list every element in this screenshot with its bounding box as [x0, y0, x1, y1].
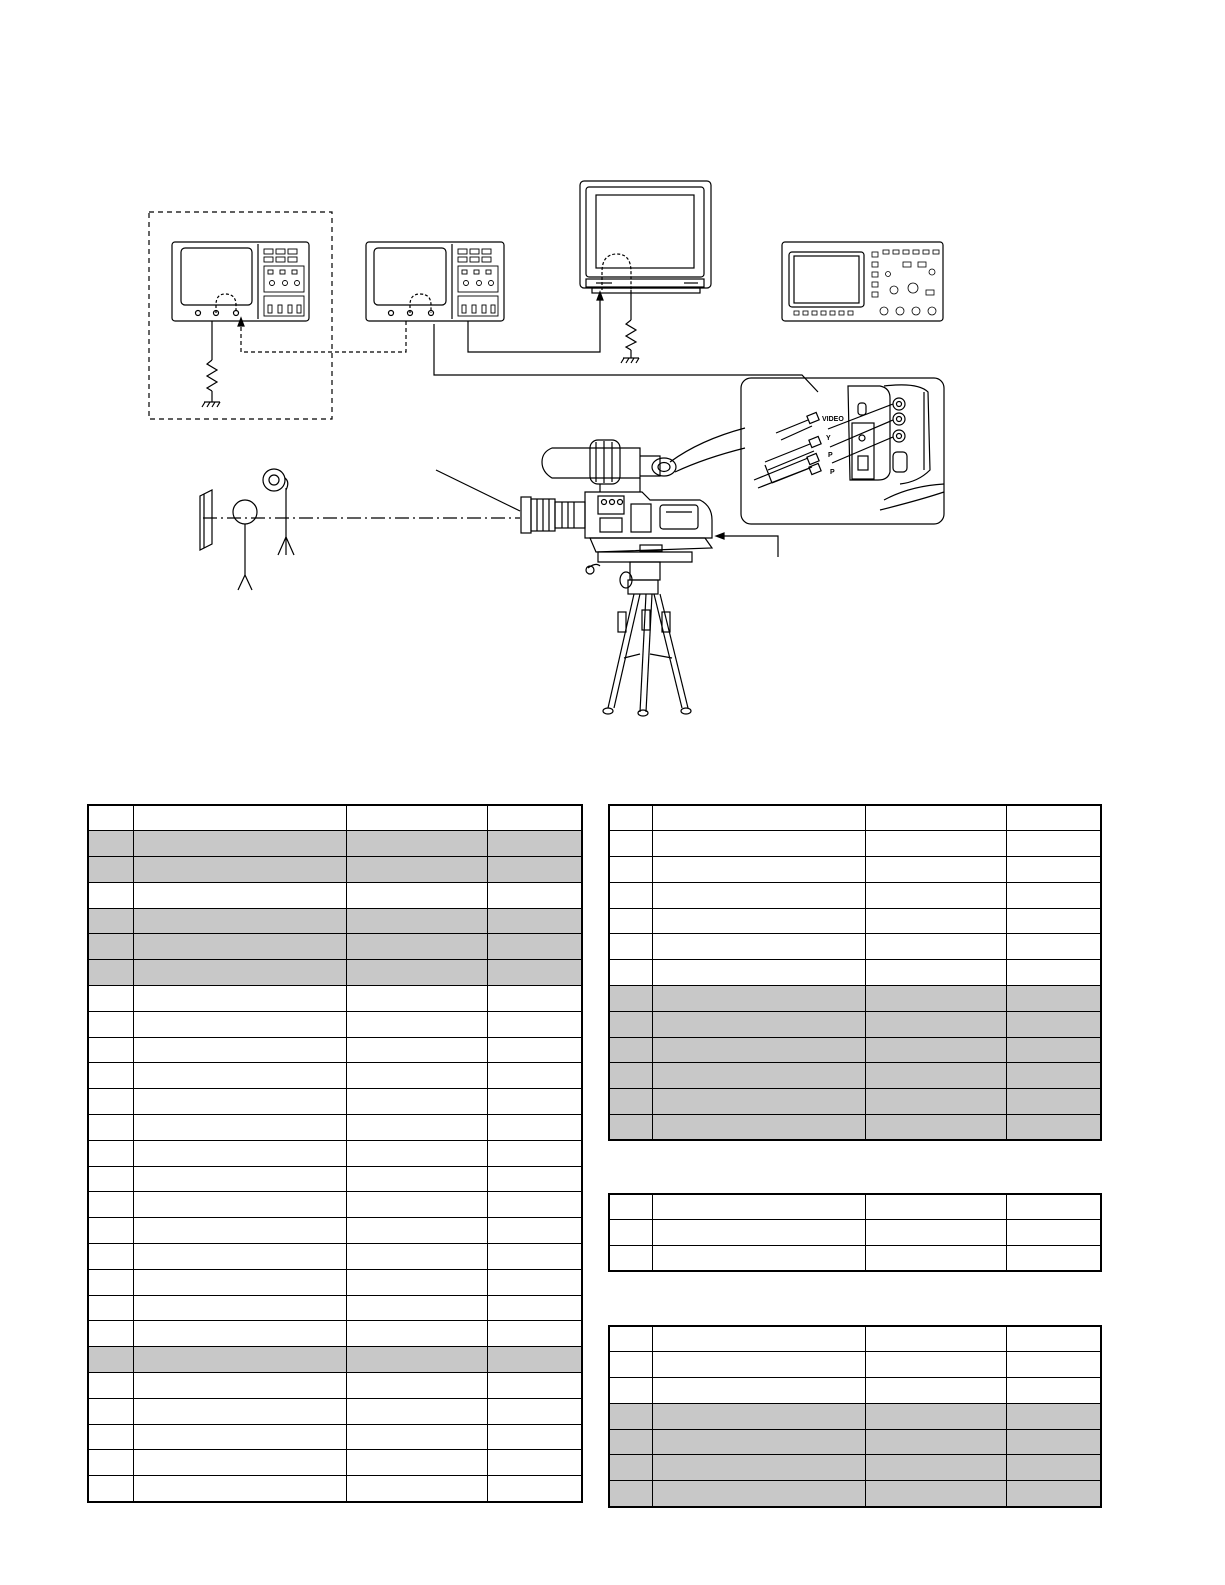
table-row — [609, 934, 1101, 960]
table-row — [88, 1398, 582, 1424]
table-cell — [609, 1220, 652, 1246]
table-cell — [133, 934, 346, 960]
table-row — [88, 934, 582, 960]
table-cell — [652, 1481, 865, 1507]
table-row — [88, 1295, 582, 1321]
table-cell — [346, 1373, 487, 1399]
table-cell — [1006, 1063, 1101, 1089]
table-cell — [487, 1140, 582, 1166]
table-cell — [133, 1347, 346, 1373]
optional-equipment-dashed-box — [149, 212, 332, 419]
table-cell — [133, 960, 346, 986]
table-cell — [487, 1244, 582, 1270]
table-cell — [346, 1321, 487, 1347]
table-cell — [346, 857, 487, 883]
table-row — [88, 831, 582, 857]
table-cell — [133, 1424, 346, 1450]
table-cell — [1006, 831, 1101, 857]
pb-connector-label: P — [828, 452, 833, 459]
right-table-top — [608, 804, 1102, 1141]
table-cell — [865, 1063, 1006, 1089]
table-cell — [652, 1220, 865, 1246]
table-cell — [865, 1089, 1006, 1115]
table-row — [88, 805, 582, 831]
table-cell — [487, 1192, 582, 1218]
table-cell — [865, 986, 1006, 1012]
table-row — [609, 1429, 1101, 1455]
table-cell — [88, 1450, 133, 1476]
table-cell — [346, 1115, 487, 1141]
table-cell — [133, 908, 346, 934]
video-monitor — [580, 181, 711, 293]
table-row — [88, 1476, 582, 1502]
table-cell — [652, 1352, 865, 1378]
table-row — [88, 1373, 582, 1399]
table-cell — [865, 1326, 1006, 1352]
table-cell — [133, 1269, 346, 1295]
table-row — [609, 960, 1101, 986]
table-cell — [346, 1166, 487, 1192]
table-cell — [652, 1246, 865, 1272]
table-row — [88, 1192, 582, 1218]
table-cell — [88, 1166, 133, 1192]
table-cell — [652, 960, 865, 986]
table-cell — [1006, 1115, 1101, 1141]
table-cell — [652, 857, 865, 883]
table-cell — [865, 934, 1006, 960]
table-cell — [1006, 882, 1101, 908]
table-cell — [133, 1037, 346, 1063]
table-cell — [652, 831, 865, 857]
table-cell — [88, 1424, 133, 1450]
table-cell — [88, 1321, 133, 1347]
table-cell — [346, 882, 487, 908]
table-cell — [487, 1269, 582, 1295]
table-cell — [609, 1378, 652, 1404]
left-table — [87, 804, 583, 1503]
pr-connector-label: P — [830, 469, 835, 476]
table-cell — [652, 1429, 865, 1455]
table-cell — [1006, 1455, 1101, 1481]
connection-diagram — [0, 0, 1225, 790]
table-cell — [1006, 1011, 1101, 1037]
table-cell — [609, 1326, 652, 1352]
table-cell — [88, 1244, 133, 1270]
table-row — [88, 1321, 582, 1347]
table-cell — [346, 986, 487, 1012]
table-cell — [133, 1011, 346, 1037]
table-cell — [346, 1089, 487, 1115]
table-cell — [865, 1429, 1006, 1455]
table-cell — [487, 1476, 582, 1502]
table-cell — [1006, 1089, 1101, 1115]
table-cell — [865, 1378, 1006, 1404]
table-cell — [133, 831, 346, 857]
table-cell — [346, 1295, 487, 1321]
table-cell — [652, 805, 865, 831]
table-cell — [133, 1321, 346, 1347]
table-cell — [1006, 1403, 1101, 1429]
table-cell — [652, 908, 865, 934]
termination-resistor-2 — [621, 290, 639, 363]
table-cell — [133, 1398, 346, 1424]
table-cell — [609, 1194, 652, 1220]
table-cell — [346, 1398, 487, 1424]
table-row — [609, 1220, 1101, 1246]
table-cell — [487, 908, 582, 934]
table-cell — [133, 1295, 346, 1321]
table-cell — [88, 1192, 133, 1218]
table-cell — [865, 882, 1006, 908]
table-cell — [487, 1037, 582, 1063]
table-row — [88, 1089, 582, 1115]
table-cell — [1006, 1220, 1101, 1246]
table-row — [88, 1011, 582, 1037]
video-connector-label: VIDEO — [822, 416, 844, 423]
table-cell — [609, 1403, 652, 1429]
table-cell — [652, 986, 865, 1012]
table-row — [609, 1063, 1101, 1089]
table-row — [609, 1326, 1101, 1352]
table-cell — [487, 1321, 582, 1347]
table-cell — [652, 1037, 865, 1063]
table-cell — [652, 1115, 865, 1141]
table-cell — [652, 1194, 865, 1220]
table-cell — [865, 1481, 1006, 1507]
table-cell — [133, 1192, 346, 1218]
table-cell — [88, 1115, 133, 1141]
table-row — [88, 882, 582, 908]
digital-oscilloscope — [782, 242, 943, 321]
table-cell — [1006, 1194, 1101, 1220]
table-cell — [1006, 1481, 1101, 1507]
table-cell — [88, 986, 133, 1012]
table-cell — [487, 1115, 582, 1141]
table-row — [88, 1269, 582, 1295]
table-cell — [1006, 857, 1101, 883]
table-cell — [487, 934, 582, 960]
table-cell — [88, 882, 133, 908]
table-cell — [487, 857, 582, 883]
right-table-middle — [608, 1193, 1102, 1272]
table-cell — [1006, 986, 1101, 1012]
table-row — [88, 1244, 582, 1270]
table-cell — [652, 1403, 865, 1429]
table-cell — [652, 1063, 865, 1089]
table-cell — [865, 1403, 1006, 1429]
table-row — [88, 908, 582, 934]
table-cell — [88, 934, 133, 960]
table-cell — [652, 882, 865, 908]
table-cell — [88, 857, 133, 883]
table-cell — [487, 1450, 582, 1476]
lens-pointer — [436, 470, 520, 511]
table-cell — [609, 1481, 652, 1507]
table-cell — [865, 1011, 1006, 1037]
table-cell — [88, 1140, 133, 1166]
table-row — [609, 1403, 1101, 1429]
subject-figure-rear — [263, 469, 294, 555]
table-cell — [487, 986, 582, 1012]
table-cell — [133, 1373, 346, 1399]
table-cell — [609, 1429, 652, 1455]
table-cell — [487, 831, 582, 857]
table-cell — [487, 1347, 582, 1373]
table-row — [609, 908, 1101, 934]
table-cell — [88, 1011, 133, 1037]
table-cell — [346, 1011, 487, 1037]
table-cell — [865, 805, 1006, 831]
table-row — [609, 831, 1101, 857]
table-row — [88, 1424, 582, 1450]
table-cell — [609, 908, 652, 934]
table-cell — [865, 908, 1006, 934]
table-cell — [133, 882, 346, 908]
table-cell — [487, 882, 582, 908]
table-cell — [88, 831, 133, 857]
oscilloscope-1 — [172, 242, 309, 321]
table-cell — [865, 1220, 1006, 1246]
table-cell — [133, 1244, 346, 1270]
table-cell — [865, 857, 1006, 883]
scope-to-monitor-cable — [468, 298, 600, 352]
table-cell — [609, 934, 652, 960]
table-cell — [609, 882, 652, 908]
table-cell — [652, 934, 865, 960]
table-cell — [346, 1063, 487, 1089]
table-cell — [133, 1218, 346, 1244]
subject-figure-front — [233, 500, 257, 590]
table-cell — [609, 986, 652, 1012]
table-cell — [652, 1326, 865, 1352]
table-cell — [346, 908, 487, 934]
table-cell — [346, 1269, 487, 1295]
table-cell — [88, 908, 133, 934]
table-row — [88, 1140, 582, 1166]
table-row — [609, 1378, 1101, 1404]
table-cell — [609, 1246, 652, 1272]
table-cell — [487, 1398, 582, 1424]
table-cell — [133, 1115, 346, 1141]
table-cell — [609, 1115, 652, 1141]
table-cell — [346, 1450, 487, 1476]
table-cell — [1006, 1326, 1101, 1352]
table-cell — [487, 1063, 582, 1089]
test-chart — [200, 490, 212, 550]
table-cell — [609, 831, 652, 857]
table-cell — [609, 1352, 652, 1378]
table-cell — [1006, 934, 1101, 960]
table-row — [609, 857, 1101, 883]
dashed-signal-link — [241, 321, 406, 352]
table-cell — [1006, 1246, 1101, 1272]
table-row — [609, 1089, 1101, 1115]
table-cell — [652, 1011, 865, 1037]
table-row — [609, 1455, 1101, 1481]
table-row — [88, 1218, 582, 1244]
table-cell — [88, 1398, 133, 1424]
table-row — [609, 1194, 1101, 1220]
table-row — [609, 1115, 1101, 1141]
table-cell — [346, 1218, 487, 1244]
table-cell — [865, 1455, 1006, 1481]
table-cell — [133, 805, 346, 831]
table-cell — [346, 1424, 487, 1450]
table-row — [609, 986, 1101, 1012]
table-cell — [487, 805, 582, 831]
table-cell — [346, 934, 487, 960]
table-cell — [487, 960, 582, 986]
table-cell — [609, 960, 652, 986]
table-row — [88, 1115, 582, 1141]
table-cell — [133, 1476, 346, 1502]
table-row — [609, 1011, 1101, 1037]
table-cell — [88, 1063, 133, 1089]
table-cell — [865, 1115, 1006, 1141]
table-cell — [487, 1218, 582, 1244]
table-cell — [133, 1450, 346, 1476]
table-cell — [652, 1455, 865, 1481]
table-row — [609, 882, 1101, 908]
table-cell — [88, 1037, 133, 1063]
table-cell — [1006, 1429, 1101, 1455]
table-cell — [487, 1011, 582, 1037]
table-row — [609, 1481, 1101, 1507]
connector-panel-inset — [741, 378, 944, 524]
table-cell — [133, 986, 346, 1012]
table-cell — [346, 1476, 487, 1502]
table-cell — [346, 1192, 487, 1218]
table-cell — [133, 1063, 346, 1089]
table-cell — [346, 805, 487, 831]
table-cell — [1006, 1352, 1101, 1378]
table-cell — [609, 1063, 652, 1089]
table-cell — [346, 960, 487, 986]
table-row — [88, 986, 582, 1012]
table-cell — [609, 857, 652, 883]
table-cell — [487, 1166, 582, 1192]
table-cell — [609, 1089, 652, 1115]
table-cell — [865, 1194, 1006, 1220]
table-cell — [88, 1218, 133, 1244]
table-cell — [133, 1089, 346, 1115]
table-cell — [609, 1455, 652, 1481]
table-cell — [88, 1476, 133, 1502]
table-cell — [346, 1037, 487, 1063]
table-cell — [1006, 1037, 1101, 1063]
table-cell — [346, 1244, 487, 1270]
table-cell — [88, 1373, 133, 1399]
table-cell — [865, 1246, 1006, 1272]
table-cell — [652, 1089, 865, 1115]
table-cell — [609, 1037, 652, 1063]
table-row — [609, 1352, 1101, 1378]
table-cell — [88, 1295, 133, 1321]
table-cell — [865, 960, 1006, 986]
y-connector-label: Y — [826, 435, 831, 442]
table-cell — [487, 1424, 582, 1450]
table-cell — [487, 1373, 582, 1399]
table-cell — [609, 1011, 652, 1037]
camcorder — [521, 440, 712, 716]
table-cell — [865, 1037, 1006, 1063]
table-cell — [487, 1089, 582, 1115]
table-cell — [133, 1166, 346, 1192]
table-row — [609, 1037, 1101, 1063]
table-cell — [1006, 960, 1101, 986]
table-cell — [346, 1140, 487, 1166]
table-cell — [133, 857, 346, 883]
right-table-bottom — [608, 1325, 1102, 1508]
table-cell — [133, 1140, 346, 1166]
table-cell — [346, 831, 487, 857]
oscilloscope-2 — [366, 242, 504, 321]
table-row — [88, 1347, 582, 1373]
tripod-pointer — [722, 536, 778, 557]
table-row — [88, 1063, 582, 1089]
table-cell — [652, 1378, 865, 1404]
table-cell — [1006, 1378, 1101, 1404]
termination-resistor-1 — [202, 321, 220, 407]
table-cell — [346, 1347, 487, 1373]
table-cell — [88, 1347, 133, 1373]
table-row — [88, 1166, 582, 1192]
inset-callout — [670, 428, 745, 472]
table-cell — [1006, 908, 1101, 934]
table-row — [609, 1246, 1101, 1272]
table-cell — [865, 1352, 1006, 1378]
table-row — [88, 1037, 582, 1063]
table-cell — [88, 1089, 133, 1115]
table-row — [609, 805, 1101, 831]
table-cell — [1006, 805, 1101, 831]
table-row — [88, 960, 582, 986]
table-cell — [865, 831, 1006, 857]
table-row — [88, 857, 582, 883]
table-cell — [88, 960, 133, 986]
table-cell — [487, 1295, 582, 1321]
table-row — [88, 1450, 582, 1476]
table-cell — [609, 805, 652, 831]
table-cell — [88, 1269, 133, 1295]
table-cell — [88, 805, 133, 831]
